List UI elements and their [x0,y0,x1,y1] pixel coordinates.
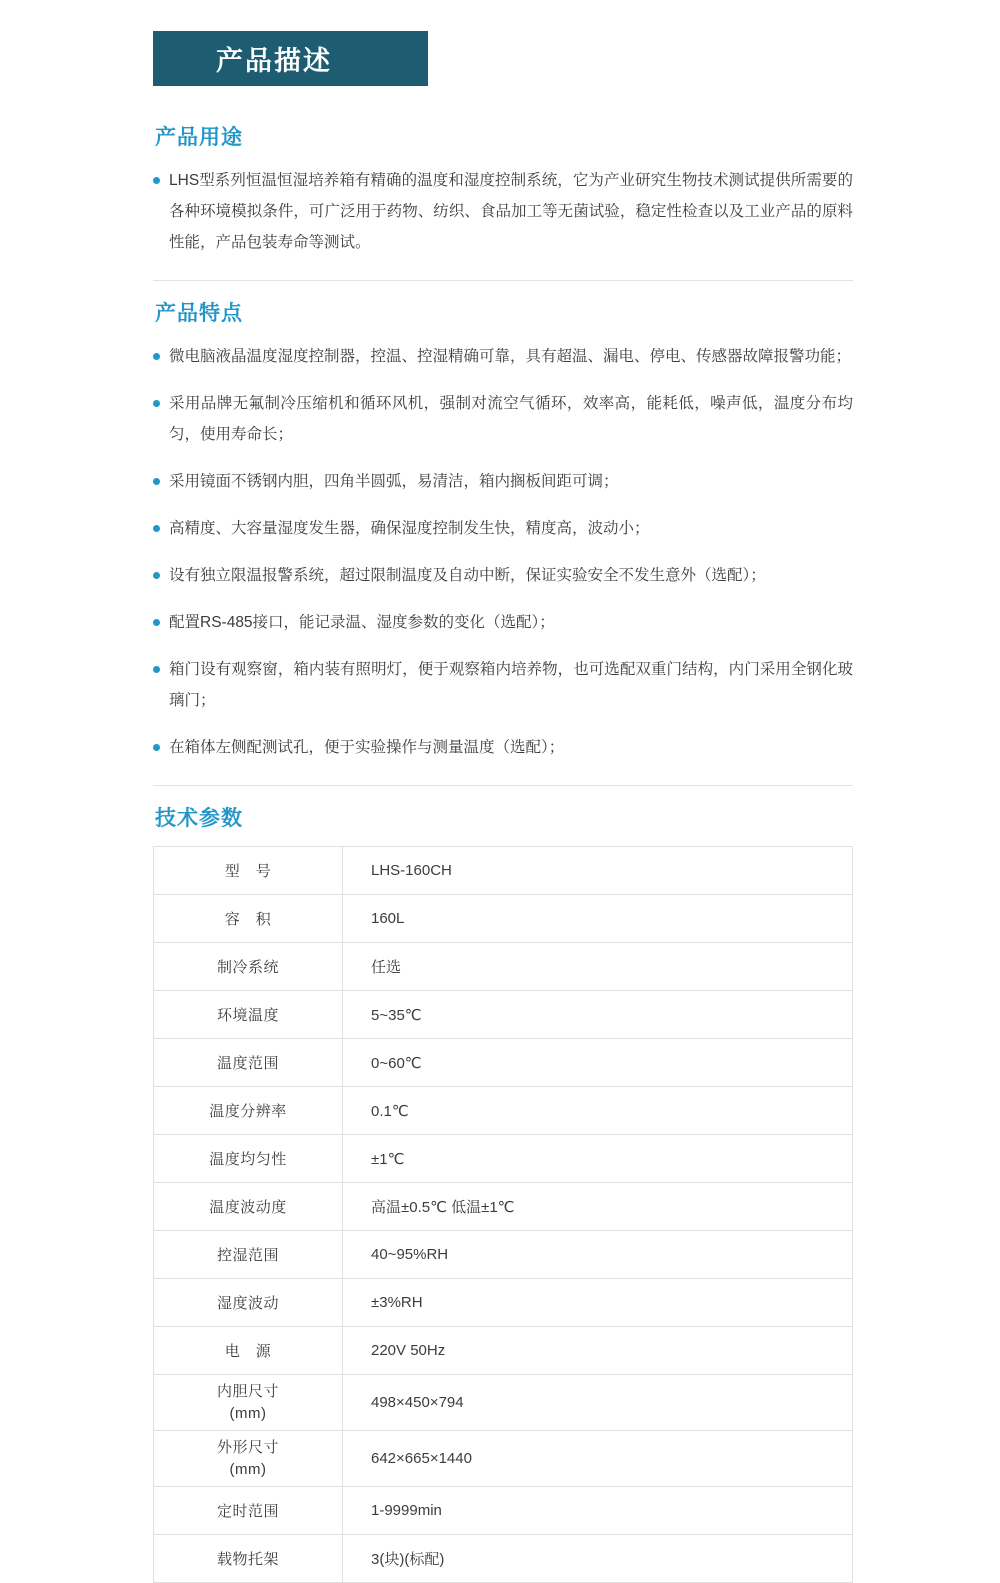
section-heading-usage: 产品用途 [155,126,243,149]
feature-text: 采用镜面不锈钢内胆，四角半圆弧，易清洁，箱内搁板间距可调； [169,473,619,490]
table-row [154,1327,853,1375]
feature-item [153,388,853,450]
feature-item [153,654,853,716]
bullet-dot-icon [153,353,160,360]
spec-key-line1: 内胆尺寸 [216,1382,279,1400]
table-row [154,1279,853,1327]
bullet-dot-icon [153,400,160,407]
spec-key [154,1375,343,1431]
spec-key [154,1431,343,1487]
spec-key: 湿度波动 [154,1279,343,1327]
table-row [154,1431,853,1487]
spec-key-line1: 外形尺寸 [216,1438,279,1456]
divider-usage [153,280,853,281]
table-row [154,1039,853,1087]
feature-text: 采用品牌无氟制冷压缩机和循环风机，强制对流空气循环，效率高，能耗低，噪声低，温度分布均匀，使用寿命长； [169,395,853,443]
spec-value: 642×665×1440 [343,1431,853,1487]
feature-item [153,466,853,497]
table-row [154,1183,853,1231]
spec-value: 220V 50Hz [343,1327,853,1375]
spec-value: 高温±0.5℃ 低温±1℃ [343,1183,853,1231]
usage-text: LHS型系列恒温恒湿培养箱有精确的温度和湿度控制系统，它为产业研究生物技术测试提供所需要的各种环境模拟条件，可广泛用于药物、纺织、食品加工等无菌试验，稳定性检查以及工业产品的原料性能，产品包装寿命等测试。 [169,172,853,251]
spec-key: 温度范围 [154,1039,343,1087]
feature-item [153,513,853,544]
spec-value: 40~95%RH [343,1231,853,1279]
spec-key: 容 积 [154,895,343,943]
spec-value: 0.1℃ [343,1087,853,1135]
page-title: 产品描述 [216,46,332,76]
feature-text: 高精度、大容量湿度发生器，确保湿度控制发生快，精度高，波动小； [169,520,650,537]
feature-item [153,607,853,638]
feature-item [153,560,853,591]
table-row [154,1375,853,1431]
section-heading-specs: 技术参数 [155,807,243,830]
spec-key: 温度波动度 [154,1183,343,1231]
feature-text: 微电脑液晶温度湿度控制器，控温、控湿精确可靠，具有超温、漏电、停电、传感器故障报警功能； [169,348,852,365]
feature-item [153,341,853,372]
spec-value: 3(块)(标配) [343,1535,853,1583]
spec-key: 载物托架 [154,1535,343,1583]
bullet-dot-icon [153,177,160,184]
spec-key: 制冷系统 [154,943,343,991]
spec-value: 1-9999min [343,1487,853,1535]
spec-table [153,846,853,1583]
spec-value: 任选 [343,943,853,991]
spec-key: 电 源 [154,1327,343,1375]
spec-value: 0~60℃ [343,1039,853,1087]
spec-key-line2: (mm) [229,1460,267,1478]
bullet-dot-icon [153,619,160,626]
spec-value: ±1℃ [343,1135,853,1183]
spec-value: ±3%RH [343,1279,853,1327]
table-row [154,1535,853,1583]
bullet-dot-icon [153,525,160,532]
feature-text: 在箱体左侧配测试孔，便于实验操作与测量温度（选配）； [169,739,565,756]
feature-text: 配置RS-485接口，能记录温、湿度参数的变化（选配）； [169,614,555,631]
section-heading-features: 产品特点 [155,302,243,325]
spec-key: 环境温度 [154,991,343,1039]
table-row [154,847,853,895]
spec-key: 温度分辨率 [154,1087,343,1135]
spec-value: 5~35℃ [343,991,853,1039]
bullet-dot-icon [153,478,160,485]
spec-key: 控湿范围 [154,1231,343,1279]
page-title-banner [153,31,428,86]
table-row [154,943,853,991]
feature-text: 设有独立限温报警系统，超过限制温度及自动中断，保证实验安全不发生意外（选配）； [169,567,766,584]
spec-key: 定时范围 [154,1487,343,1535]
table-row [154,1135,853,1183]
content-area [153,105,853,1583]
spec-value: LHS-160CH [343,847,853,895]
spec-key-line2: (mm) [229,1404,267,1422]
spec-value: 160L [343,895,853,943]
bullet-dot-icon [153,572,160,579]
bullet-dot-icon [153,666,160,673]
spec-key: 型 号 [154,847,343,895]
feature-item [153,732,853,763]
table-row [154,991,853,1039]
table-row [154,895,853,943]
usage-paragraph [153,165,853,258]
section-features [153,297,853,786]
section-usage [153,121,853,281]
feature-text: 箱门设有观察窗，箱内装有照明灯，便于观察箱内培养物，也可选配双重门结构，内门采用全钢化玻璃门； [169,661,853,709]
bullet-dot-icon [153,744,160,751]
table-row [154,1087,853,1135]
divider-features [153,785,853,786]
table-row [154,1231,853,1279]
spec-value: 498×450×794 [343,1375,853,1431]
spec-key: 温度均匀性 [154,1135,343,1183]
table-row [154,1487,853,1535]
section-specs [153,802,853,1583]
